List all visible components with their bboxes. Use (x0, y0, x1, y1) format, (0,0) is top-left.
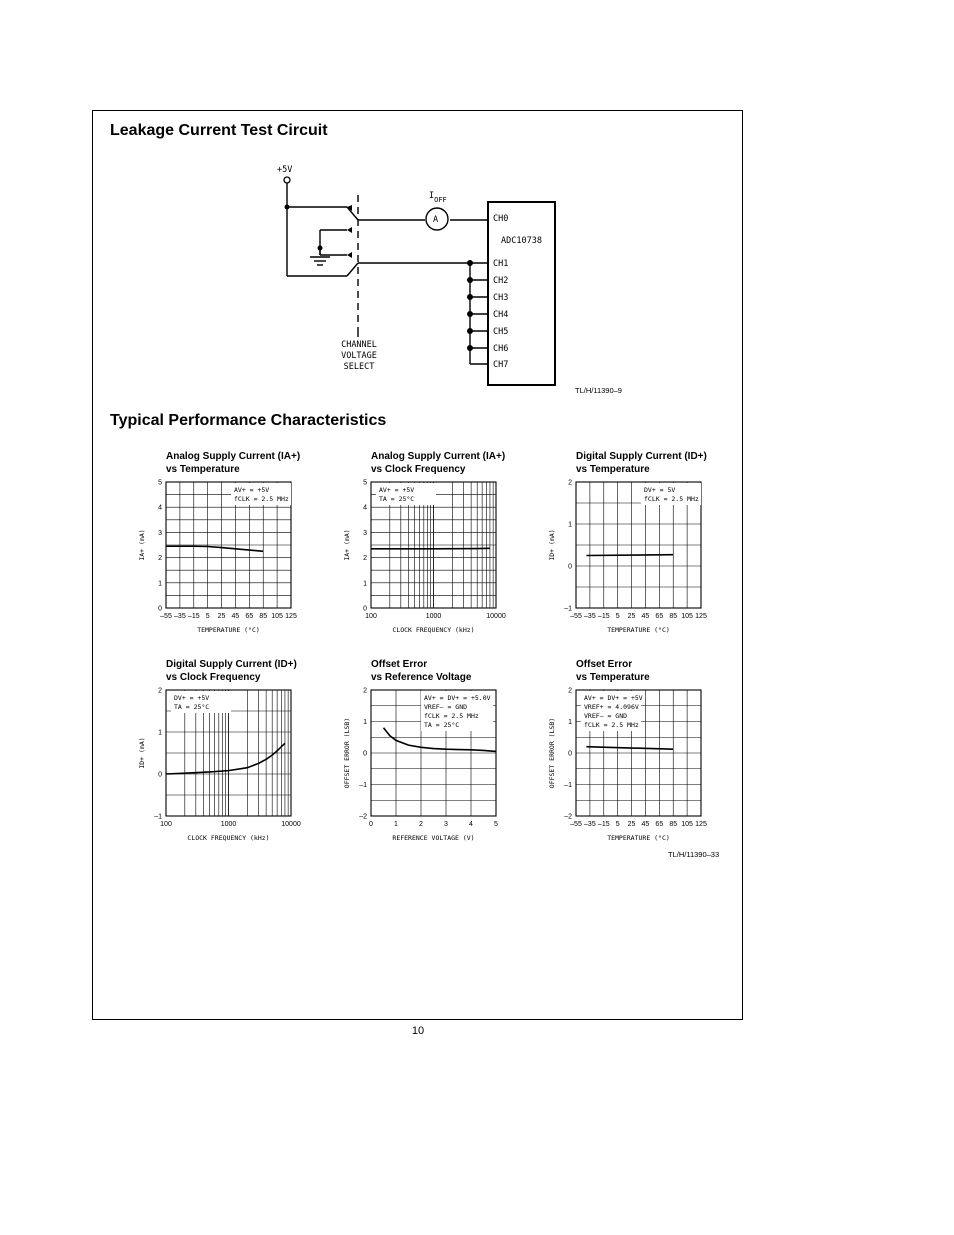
y-axis-label: IA+ (mA) (343, 529, 351, 561)
x-tick-label: –55 (570, 821, 582, 828)
channel-label: CH4 (493, 310, 509, 320)
chart-analog-current-vs-temperature (138, 450, 351, 655)
chart-annotation: AV+ = +5V (234, 486, 270, 494)
chart-title-line: vs Temperature (576, 672, 650, 683)
y-tick-label: 0 (363, 605, 367, 613)
x-tick-label: 85 (669, 613, 678, 620)
channel-select-label: VOLTAGE (341, 351, 377, 361)
channel-label: CH5 (493, 327, 509, 337)
y-tick-label: 5 (363, 479, 367, 487)
chart-plot (548, 476, 766, 656)
x-tick-label: 25 (627, 821, 636, 828)
x-tick-label: 45 (641, 821, 650, 828)
chart-title (166, 450, 356, 476)
x-tick-label: 1000 (220, 821, 237, 828)
chart-annotation: fCLK = 2.5 MHz (644, 495, 699, 503)
channel-label: CH0 (493, 214, 509, 224)
chart-annotation: TA = 25°C (379, 495, 415, 503)
chart-annotation: VREF– = GND (424, 703, 468, 711)
x-tick-label: 100 (365, 613, 377, 620)
y-tick-label: 4 (363, 504, 367, 512)
chart-title-line: vs Temperature (166, 464, 240, 475)
chart-title (371, 450, 561, 476)
series-line (166, 546, 263, 551)
x-tick-label: 85 (669, 821, 678, 828)
figure-reference: TL/H/11390–9 (575, 386, 622, 395)
x-tick-label: 65 (655, 821, 664, 828)
x-tick-label: 125 (285, 613, 297, 620)
y-tick-label: 0 (568, 750, 572, 758)
chart-annotation: VREF– = GND (584, 712, 628, 720)
channel-select-label: SELECT (343, 362, 375, 372)
channel-label: CH6 (493, 344, 509, 354)
chart-annotation: fCLK = 2.5 MHz (424, 712, 479, 720)
x-tick-label: –55 (570, 613, 582, 620)
x-tick-label: 0 (369, 821, 373, 828)
y-axis-label: IA+ (mA) (138, 529, 146, 561)
chart-title-line: Analog Supply Current (IA+) (371, 451, 506, 462)
x-axis-label: CLOCK FREQUENCY (kHz) (392, 626, 475, 634)
chart-analog-current-vs-clock (343, 450, 556, 655)
x-tick-label: 10000 (486, 613, 506, 620)
y-tick-label: 2 (158, 687, 162, 695)
channel-select-label: CHANNEL (341, 340, 377, 350)
y-tick-label: –1 (564, 605, 572, 613)
x-tick-label: 125 (695, 821, 707, 828)
chart-plot (343, 684, 561, 864)
x-tick-label: 1000 (425, 613, 442, 620)
chart-title-line: vs Clock Frequency (371, 464, 466, 475)
channel-label: CH7 (493, 360, 509, 370)
x-tick-label: 5 (494, 821, 498, 828)
chart-annotation: fCLK = 2.5 MHz (584, 721, 639, 729)
x-tick-label: 25 (627, 613, 636, 620)
y-tick-label: 2 (568, 479, 572, 487)
x-axis-label: CLOCK FREQUENCY (kHz) (187, 834, 270, 842)
y-axis-label: OFFSET ERROR (LSB) (343, 717, 351, 789)
chip-name: ADC10738 (501, 236, 542, 246)
y-axis-label: ID+ (mA) (138, 737, 146, 769)
y-tick-label: –2 (359, 813, 367, 821)
chart-plot (548, 684, 766, 864)
chart-annotation: VREF+ = 4.096V (584, 703, 639, 711)
y-tick-label: 1 (568, 521, 572, 529)
x-axis-label: REFERENCE VOLTAGE (V) (392, 834, 475, 842)
figure-reference-2: TL/H/11390–33 (668, 850, 720, 859)
series-line (371, 548, 490, 549)
x-tick-label: 105 (681, 613, 693, 620)
x-axis-label: TEMPERATURE (°C) (197, 626, 260, 634)
x-axis-label: TEMPERATURE (°C) (607, 626, 670, 634)
chart-title (576, 658, 766, 684)
chart-title-line: Analog Supply Current (IA+) (166, 451, 301, 462)
chart-title-line: vs Reference Voltage (371, 672, 472, 683)
y-tick-label: 0 (363, 750, 367, 758)
x-tick-label: –15 (187, 613, 200, 620)
chart-annotation: fCLK = 2.5 MHz (234, 495, 289, 503)
x-tick-label: –55 (160, 613, 172, 620)
chart-plot (138, 684, 356, 864)
y-tick-label: 2 (158, 555, 162, 563)
x-tick-label: 85 (259, 613, 268, 620)
chart-annotation: TA = 25°C (424, 721, 460, 729)
chart-digital-current-vs-temperature (548, 450, 761, 655)
x-tick-label: 10000 (281, 821, 301, 828)
chart-plot (343, 476, 561, 656)
y-axis-label: ID+ (mA) (548, 529, 556, 561)
x-tick-label: 125 (695, 613, 707, 620)
x-axis-label: TEMPERATURE (°C) (607, 834, 670, 842)
channel-label: CH2 (493, 276, 509, 286)
x-tick-label: 5 (615, 613, 620, 620)
x-tick-label: 3 (444, 821, 448, 828)
chart-offset-vs-reference (343, 658, 556, 863)
channel-label: CH1 (493, 259, 509, 269)
y-tick-label: 3 (158, 529, 162, 537)
x-tick-label: –15 (597, 821, 610, 828)
series-line (586, 555, 673, 556)
chart-title-line: Offset Error (576, 659, 633, 670)
x-tick-label: 105 (271, 613, 283, 620)
y-tick-label: 2 (568, 687, 572, 695)
channel-label: CH3 (493, 293, 509, 303)
chart-annotation: AV+ = DV+ = +5V (584, 694, 643, 702)
y-tick-label: 1 (363, 719, 367, 726)
y-tick-label: 1 (363, 580, 367, 588)
x-tick-label: –35 (174, 613, 186, 620)
ioff-label (429, 191, 447, 204)
chart-title (576, 450, 766, 476)
chart-offset-vs-temperature (548, 658, 761, 863)
series-line (586, 747, 673, 750)
y-tick-label: 1 (568, 719, 572, 726)
x-tick-label: 65 (655, 613, 664, 620)
x-tick-label: 4 (469, 821, 473, 828)
chart-title (166, 658, 356, 684)
chart-annotation: DV+ = 5V (644, 486, 676, 494)
ammeter-label: A (433, 215, 439, 225)
leakage-section-title: Leakage Current Test Circuit (110, 122, 328, 139)
x-tick-label: 45 (641, 613, 650, 620)
x-tick-label: 45 (231, 613, 240, 620)
x-tick-label: –35 (584, 613, 596, 620)
chart-title-line: vs Temperature (576, 464, 650, 475)
chart-annotation: AV+ = +5V (379, 486, 415, 494)
ioff-sub: OFF (434, 196, 447, 204)
y-tick-label: –1 (564, 782, 572, 789)
x-tick-label: 5 (205, 613, 210, 620)
chart-annotation: TA = 25°C (174, 703, 210, 711)
chart-digital-current-vs-clock (138, 658, 351, 863)
x-tick-label: 100 (160, 821, 172, 828)
y-tick-label: 3 (363, 529, 367, 537)
y-axis-label: OFFSET ERROR (LSB) (548, 717, 556, 789)
y-tick-label: 5 (158, 479, 162, 487)
x-tick-label: 105 (681, 821, 693, 828)
page-number: 10 (411, 1025, 425, 1037)
x-tick-label: –35 (584, 821, 596, 828)
ioff-main: I (429, 191, 435, 201)
y-tick-label: 1 (158, 729, 162, 737)
chart-annotation: DV+ = +5V (174, 694, 210, 702)
supply-label: +5V (277, 165, 293, 175)
y-tick-label: –1 (154, 813, 162, 821)
y-tick-label: 2 (363, 687, 367, 695)
chart-title-line: Offset Error (371, 659, 428, 670)
x-tick-label: 5 (615, 821, 620, 828)
chart-title-line: vs Clock Frequency (166, 672, 261, 683)
x-tick-label: 65 (245, 613, 254, 620)
series-line (384, 728, 497, 752)
y-tick-label: 0 (158, 771, 162, 779)
chart-annotation: AV+ = DV+ = +5.0V (424, 694, 491, 702)
y-tick-label: –2 (564, 813, 572, 821)
performance-section-title: Typical Performance Characteristics (110, 412, 387, 429)
chart-title (371, 658, 561, 684)
leakage-test-circuit-diagram (250, 160, 650, 400)
y-tick-label: 4 (158, 504, 162, 512)
y-tick-label: 1 (158, 580, 162, 588)
chart-plot (138, 476, 356, 656)
y-tick-label: 2 (363, 555, 367, 563)
chart-title-line: Digital Supply Current (ID+) (166, 659, 297, 670)
x-tick-label: 1 (394, 821, 398, 828)
x-tick-label: 2 (419, 821, 423, 828)
x-tick-label: 25 (217, 613, 226, 620)
y-tick-label: –1 (359, 782, 367, 789)
chart-title-line: Digital Supply Current (ID+) (576, 451, 707, 462)
x-tick-label: –15 (597, 613, 610, 620)
y-tick-label: 0 (158, 605, 162, 613)
y-tick-label: 0 (568, 563, 572, 571)
